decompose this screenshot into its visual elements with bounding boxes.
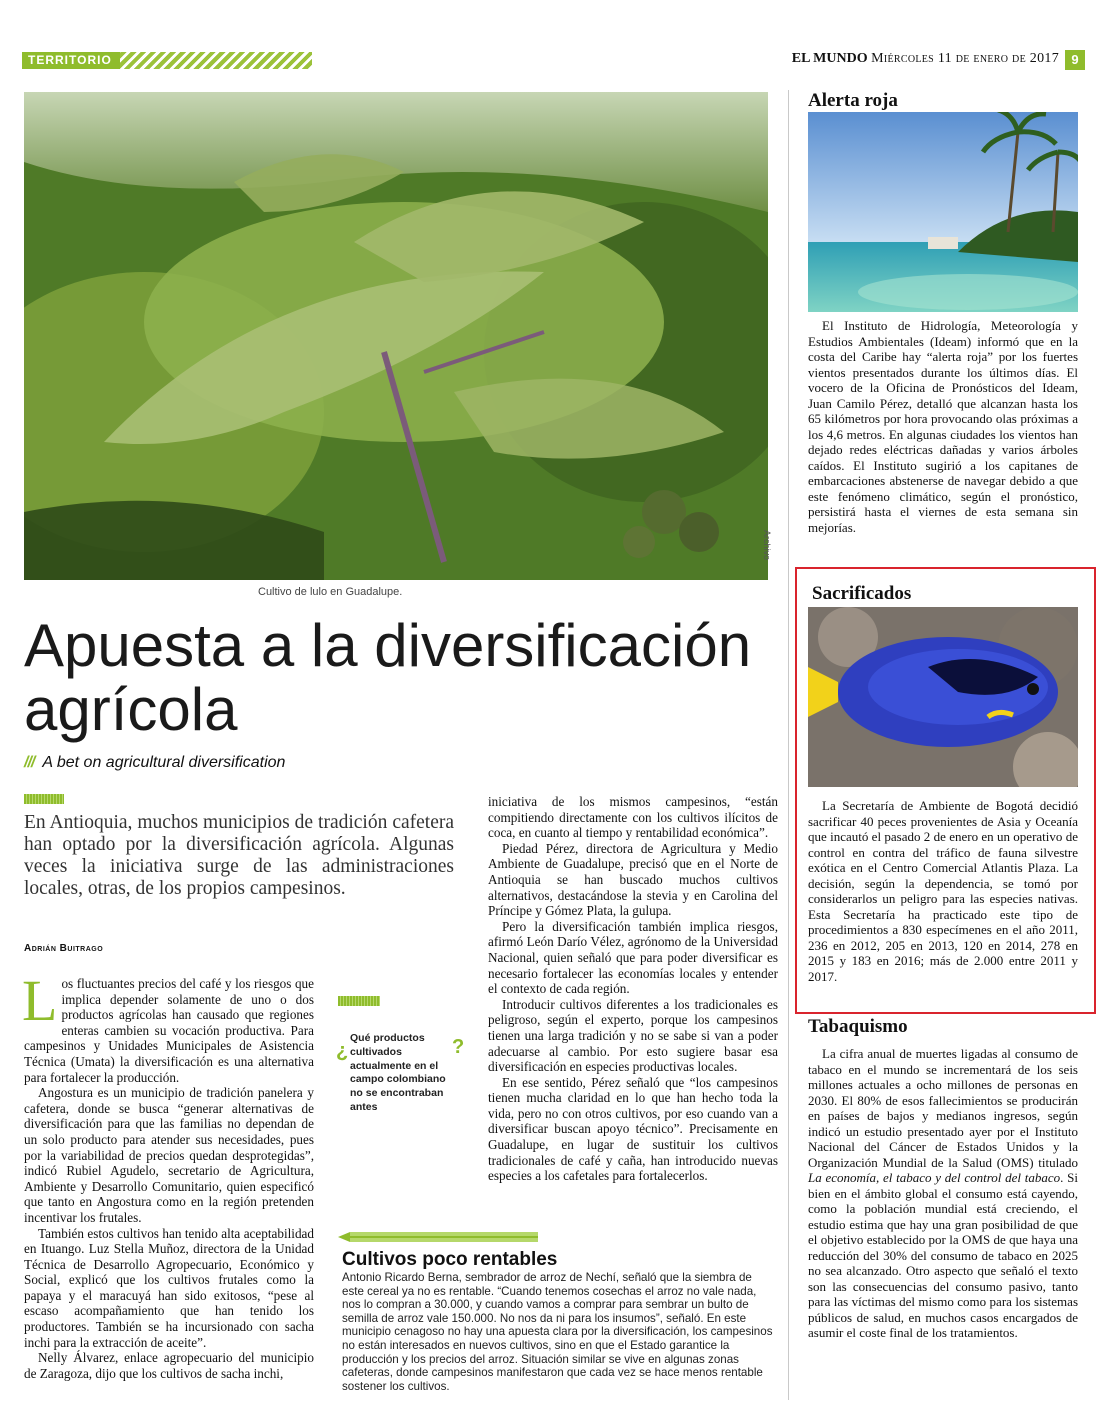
pencil-rule-icon: [338, 1230, 538, 1244]
lead-paragraph: En Antioquia, muchos municipios de tradición cafetera han optado por la diversificación agrícola. Algunas veces la iniciativa surge de las administraciones locales, otras, de los propios campesinos.: [24, 812, 454, 899]
photo-credit: Archivo: [762, 530, 772, 561]
tabaquismo-text-pre: La cifra anual de muertes ligadas al consumo de tabaco en el mundo se incrementará de los seis millones actuales a ocho millones de personas en 2030. El 80% de esos fallecimientos se producirán en países de bajos y medianos ingresos, según indicó un estudio presentado ayer por el Instituto Nacional del Cáncer de Estados Unidos y la Organización Mundial de la Salud (OMS) titulado: [808, 1046, 1078, 1170]
sacrificados-title: Sacrificados: [812, 583, 912, 604]
col1-paragraph: Nelly Álvarez, enlace agropecuario del municipio de Zaragoza, dijo que los cultivos de sacha inchi,: [24, 1350, 314, 1381]
col2-paragraph: iniciativa de los mismos campesinos, “están compitiendo directamente con los cultivos ilícitos de coca, en cuanto al tiempo y rentabilidad económica”.: [488, 794, 778, 841]
subheadline: [24, 754, 285, 772]
column-divider: [788, 90, 789, 1400]
body-column-1: [22, 968, 314, 1381]
tabaquismo-text: [808, 1046, 1078, 1341]
col1-paragraph: Angostura es un municipio de tradición panelera y cafetera, donde se busca “generar alternativas de diversificación para que las familias no dependan de un solo producto para atender sus necesidades, pues por la variabilidad de precios quedan desprotegidas”, indicó Rubiel Agudelo, secretario de Agricultura, Ambiente y Desarrollo Comunitario, quien especificó que tanto en Angostura como en la región pretenden incentivar los frutales.: [24, 1085, 314, 1225]
sacrificados-text: La Secretaría de Ambiente de Bogotá decidió sacrificar 40 peces provenientes de Asia y Oceanía que incautó el pasado 2 de enero en un operativo de control en contra del tráfico de fauna silvestre exótica en el Centro Comercial Atlantis Plaza. La decisión, según la dependencia, se tomó por considerarlos un peligro para las especies nativas. Esta Secretaría ha practicado este tipo de procedimientos a 830 especímenes en el año 2011, 236 en 2012, 205 en 2013, 120 en 2014, 278 en 2015 y 183 en 2016; más de 2.000 entre 2011 y 2017.: [808, 798, 1078, 984]
lead-marker-bar: [24, 794, 64, 804]
tabaquismo-body: [808, 1046, 1078, 1341]
section-tag: [22, 52, 312, 69]
col2-paragraph: Piedad Pérez, directora de Agricultura y Medio Ambiente de Guadalupe, precisó que en el Norte de Antioquia se han buscado muchos cultivos alternativos, destacándose la stevia y en Carolina del Príncipe y Gómez Plata, la gulupa.: [488, 840, 778, 919]
alerta-text: El Instituto de Hidrología, Meteorología y Estudios Ambientales (Ideam) informó que en la costa del Caribe hay “alerta roja” por los fuertes vientos presentados durante los últimos días. El vocero de la Oficina de Pronósticos del Ideam, Juan Camilo Pérez, detalló que alcanzan hasta los 65 kilómetros por hora provocando olas próximas a los 4,6 metros. En algunas ciudades los vientos han dejado redes eléctricas dañadas y varios árboles caídos. El Instituto sugirió a los capitanes de embarcaciones abstenerse de navegar debido a que este fenómeno climático, según el pronóstico, persistirá hasta el viernes de esta semana sin mejorías.: [808, 318, 1078, 535]
subhead-text: A bet on agricultural diversification: [42, 754, 286, 771]
photo-caption: Cultivo de lulo en Guadalupe.: [258, 586, 403, 598]
section-label: TERRITORIO: [22, 52, 120, 69]
tabaquismo-text-post: . Si bien en el ámbito global el consumo está cayendo, como la población mundial está creciendo, el estudio estima que hay una gran posibilidad de que el objetivo establecido por la OMS de que haya una reducción del 30% del consumo de tabaco en 2025 no sea alcanzado. Otro aspecto que señaló el texto son las consecuencias del consumo pasivo, tanto para las víctimas del mismo como para los sistemas públicos de salud, en muchos casos encargados de asumir el coste final de los tratamientos.: [808, 1170, 1078, 1340]
question-box: [336, 996, 466, 1114]
question-text: Qué productos cultivados actualmente en el campo colombiano no se encontraban antes: [350, 1032, 446, 1113]
body-column-2: [488, 794, 778, 1184]
masthead: [792, 51, 1059, 67]
question-open-mark: ¿: [336, 1040, 349, 1062]
alerta-title: Alerta roja: [808, 90, 898, 111]
issue-date: Miércoles 11 de enero de 2017: [871, 51, 1059, 66]
col1-paragraph: También estos cultivos han tenido alta aceptabilidad en Ituango. Luz Stella Muñoz, directora de la Unidad Técnica de Desarrollo Agropecuario, Económico y Social, explicó que los cultivos frutales como la papaya y el maracuyá han sido exitosos, “pese al escaso acompañamiento que han tenido los productores. También se ha incursionado con sacha inchi para la extracción de aceite”.: [24, 1225, 314, 1350]
question-close-mark: ?: [452, 1036, 465, 1058]
sacrificados-body: [808, 798, 1078, 984]
caribbean-beach-photo: [808, 112, 1078, 312]
main-photo-lulo-crop: [24, 92, 768, 580]
headline: Apuesta a la diversificación agrícola: [24, 612, 752, 743]
alerta-body: [808, 318, 1078, 535]
byline: Adrián Buitrago: [24, 943, 104, 954]
col2-paragraph: En ese sentido, Pérez señaló que “los campesinos tienen mucha claridad en lo que han hecho toda la vida, pero no con otros cultivos, por eso cuando van a diversificar buscan apoyo técnico”. Precisamente en Guadalupe, en lugar de sustituir los cultivos tradicionales de café y caña, han introducido nuevas especies a los cafetales para fortalecerlos.: [488, 1074, 778, 1184]
blue-tang-fish-photo: [808, 607, 1078, 787]
study-title: La economía, el tabaco y del control del tabaco: [808, 1170, 1061, 1185]
tabaquismo-title: Tabaquismo: [808, 1016, 908, 1037]
page-number: 9: [1065, 50, 1085, 70]
subhead-marker: ///: [24, 754, 35, 771]
col2-paragraph: Introducir cultivos diferentes a los tradicionales es peligroso, según el experto, porque los campesinos tienen una larga tradición y no se sabe si van a poder adecuarse al cambio. Por esto sugiere basar esa diversificación en especies productivas locales.: [488, 996, 778, 1075]
paper-name: EL MUNDO: [791, 51, 868, 66]
box-title: Cultivos poco rentables: [342, 1249, 558, 1270]
box-body: Antonio Ricardo Berna, sembrador de arroz de Nechí, señaló que la siembra de este cereal ya no es rentable. “Cuando tenemos cosechas el arroz no vale nada, nos lo compran a 30.000, y cuando vamos a comprar para sembrar un bulto de semilla de arroz vale 150.000. No nos da ni para los insumos”, señaló. En este municipio cenagoso no hay una apuesta clara por la diversificación, los campesinos no están interesados en nuevos cultivos, sino en que el Estado garantice la producción y los precios del arroz. Situación similar se vive en algunas zonas cafeteras, donde campesinos manifestaron que cada vez se hace menos rentable sostener los cultivos.: [342, 1271, 773, 1393]
drop-cap: L: [22, 968, 58, 1033]
col1-paragraph: os fluctuantes precios del café y los riesgos que implica depender solamente de uno o dos productos agrícolas han causado que regiones enteras cambien su vocación productiva. Para campesinos y Unidades Municipales de Asistencia Técnica (Umata) la diversificación es una alternativa para fortalecer la producción.: [24, 976, 314, 1085]
col2-paragraph: Pero la diversificación también implica riesgos, afirmó León Darío Vélez, agrónomo de la Universidad Nacional, quien señaló que para poder diversificar es necesario fortalecer las economías locales y entender el contexto de cada región.: [488, 918, 778, 997]
